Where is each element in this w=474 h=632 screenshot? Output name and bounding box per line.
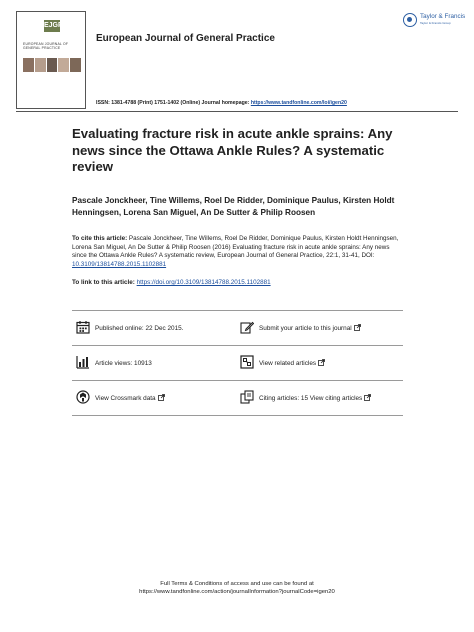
citation — [72, 235, 404, 269]
journal-cover — [16, 11, 86, 109]
citing-articles-icon — [240, 390, 254, 406]
article-views — [76, 346, 152, 380]
footer-terms-text: Full Terms & Conditions of access and use can be found at — [160, 581, 314, 587]
related-articles-icon — [240, 355, 254, 371]
article-title: Evaluating fracture risk in acute ankle sprains: Any news since the Ottawa Ankle Rules? A systematic review — [72, 126, 393, 174]
publisher-subname: Taylor & Francis Group — [420, 21, 451, 25]
action-row-3 — [72, 381, 403, 415]
journal-homepage-link[interactable]: https://www.tandfonline.com/loi/igen20 — [250, 100, 347, 106]
crossmark-label: View Crossmark data — [95, 394, 156, 402]
article-link — [72, 279, 404, 286]
publisher-logo-icon — [403, 13, 417, 27]
cover-image-strip — [23, 58, 81, 72]
footer — [0, 580, 474, 596]
external-link-icon — [318, 359, 325, 368]
external-link-icon — [354, 324, 361, 333]
article-authors: Pascale Jonckheer, Tine Willems, Roel De Ridder, Dominique Paulus, Kirsten Holdt Henningsen, Lorena San Miguel, An De Sutter & Philip Roosen — [72, 196, 395, 217]
header-divider — [16, 111, 458, 112]
issn-text: ISSN: 1381-4788 (Print) 1751-1402 (Online) Journal homepage: — [96, 100, 251, 106]
cite-label: To cite this article: — [72, 235, 129, 242]
publisher-name: Taylor & Francis — [420, 13, 466, 20]
action-row-1 — [72, 311, 403, 345]
calendar-icon — [76, 320, 90, 336]
crossmark-link[interactable] — [76, 381, 165, 415]
related-articles-label: View related articles — [259, 359, 317, 367]
footer-terms-link[interactable]: https://www.tandfonline.com/action/journalInformation?journalCode=igen20 — [139, 589, 335, 595]
published-date: Published online: 22 Dec 2015. — [95, 324, 184, 332]
citing-articles-link[interactable] — [240, 381, 371, 415]
crossmark-icon — [76, 390, 90, 406]
journal-title[interactable]: European Journal of General Practice — [96, 33, 275, 44]
article-views-label: Article views: 10913 — [95, 359, 152, 367]
link-label: To link to this article: — [72, 279, 137, 286]
cite-doi-link[interactable]: 10.3109/13814788.2015.1102881 — [72, 260, 167, 268]
published-info — [76, 311, 183, 345]
submit-article-label: Submit your article to this journal — [259, 324, 352, 332]
cover-journal-name: EUROPEAN JOURNAL OF GENERAL PRACTICE — [23, 42, 69, 50]
related-articles-link[interactable] — [240, 346, 325, 380]
cite-text: Pascale Jonckheer, Tine Willems, Roel De Ridder, Dominique Paulus, Kirsten Holdt Henningsen, Lorena San Miguel, An De Sutter & Philip Roosen (2016) Evaluating fracture risk in acute ankle sprains: Any news since the Ottawa Ankle Rules? A systematic review, European Journal of General Practice, 22:1, 31-41, DOI: — [72, 235, 399, 260]
publisher-logo[interactable] — [403, 11, 467, 31]
bar-chart-icon — [76, 355, 90, 371]
action-row-2 — [72, 346, 403, 380]
issn-line — [96, 100, 347, 106]
article-doi-link[interactable]: https://doi.org/10.3109/13814788.2015.1102881 — [136, 279, 271, 286]
submit-article-link[interactable] — [240, 311, 361, 345]
box-divider — [72, 415, 403, 416]
external-link-icon — [364, 394, 371, 403]
citing-articles-label: Citing articles: 15 View citing articles — [259, 394, 363, 402]
journal-logo: EJGP — [44, 20, 60, 32]
edit-icon — [240, 320, 254, 336]
external-link-icon — [158, 394, 165, 403]
